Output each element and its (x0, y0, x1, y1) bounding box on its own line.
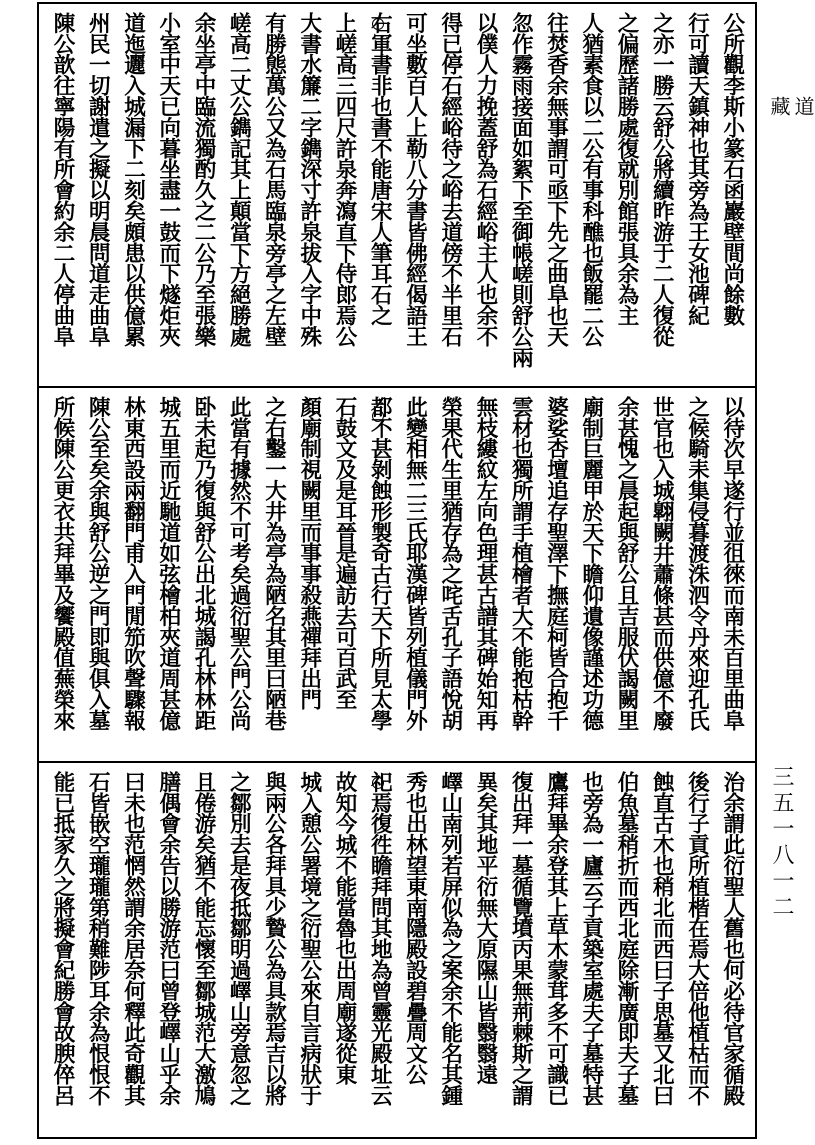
page-frame (37, 2, 757, 1139)
text-column: 城入憩公署境之衍聖公來自言病狀于 (296, 771, 322, 1106)
text-columns (47, 396, 747, 755)
text-column: 石皆嵌空瓏瓏第稍難陟耳余為恨恨不 (85, 771, 111, 1106)
text-column: 秀也出林望東南隱殿設碧疊周文公 (402, 771, 428, 1085)
margin-title-char: 道 (791, 96, 815, 118)
text-column: 嵯高二丈公鐫記其上顛當下方絕勝處 (226, 12, 252, 347)
text-column: 林東西設兩翻門甫入門閒笳吹聲驟報 (120, 396, 146, 731)
text-column: 大書水簾二字鐫深寸許泉拔入字中殊 (296, 12, 322, 347)
text-column: 嶧山南列若屏似為之案余不能名其鍾 (437, 771, 463, 1106)
text-column: 此變相無二三氏耶漢碑皆列植儀門外 (402, 396, 428, 731)
text-column: 曰未也范惘然謂余居奈何釋此奇觀其 (120, 771, 146, 1106)
text-column: 之右鑿一大井為亭為陋名其里曰陋巷 (261, 396, 287, 731)
text-column: 婆娑杏壇追存聖澤下撫庭柯皆合抱千 (543, 396, 569, 731)
text-panel-bottom (39, 763, 755, 1137)
text-column: 與兩公各拜具少贄公為具款焉吉以將 (261, 771, 287, 1106)
text-column: 能已抵家久之將擬會紀勝會故腴倅呂 (50, 771, 75, 1106)
margin-title-char: 藏 (767, 96, 791, 118)
text-column: 右軍書非也書不能唐宋人筆耳石之 (367, 12, 393, 326)
text-column: 石鼓文及是耳晉是遍訪去可百武至 (332, 396, 357, 710)
text-column: 余坐亭中臨流獨酌久之二公乃至張樂 (191, 12, 216, 347)
text-column: 之亦一勝云舒公將續昨游于二人復從 (649, 12, 675, 347)
margin-title (767, 96, 815, 236)
text-column: 人猶素食以二公有事科醮也飯罷二公 (578, 12, 604, 347)
text-column: 之鄒別去是夜抵鄒明過嶧山旁意忽之 (226, 771, 252, 1106)
text-column: 公所觀李斯小篆石函巖壁間尚餘數 (719, 12, 745, 326)
text-column: 上嵯高三四尺許泉奔瀉直下侍郎焉公 (332, 12, 357, 347)
text-column: 榮果代生里猶存為之咤舌孔子語悅胡 (437, 396, 463, 731)
text-column: 顏廟制視闕里而事事殺燕禪拜出門 (296, 396, 322, 710)
text-column: 卧未起乃復與舒公出北城謁孔林林距 (191, 396, 216, 731)
text-column: 雲材也獨所謂手植檜者大不能抱枯幹 (508, 396, 534, 731)
page-number: 三五一八一二 (769, 765, 794, 921)
text-column: 無枝縷紋左向色理甚古譜其碑始知再 (473, 396, 498, 731)
text-column: 陳公歆往寧陽有所會約余二人停曲阜 (50, 12, 75, 347)
text-column: 道迤邐入城漏下二刻矣頗患以供億累 (120, 12, 146, 347)
text-column: 廟制巨麗甲於天下瞻仰遺像謹述功德 (578, 396, 604, 731)
text-column: 異矣其地平衍無大原隰山皆翳翳遠 (473, 771, 498, 1085)
text-column: 余甚愧之晨起與舒公且吉服伏謁闕里 (614, 396, 639, 731)
text-column: 之偏歷諸勝處復就別館張具余為主 (614, 12, 639, 326)
text-column: 往焚香余無事謂可亟下先之曲阜也天 (543, 12, 569, 347)
text-column: 復出拜一墓循覽墳丙果無荊棘斯之謂 (508, 771, 534, 1106)
text-column: 以僕人力挽蓋舒為石經峪主人也余不 (473, 12, 498, 347)
text-column: 鷹拜畢余登其上草木蒙茸多不可識已 (543, 771, 569, 1106)
text-column: 蝕直古木也稍北而西曰子思墓又北曰 (649, 771, 675, 1106)
text-column: 行可讀天鎮神也其旁為王女池碑紀 (684, 12, 710, 326)
text-panel-top (39, 4, 755, 386)
text-column: 伯魚墓稍折而西北庭除漸廣即夫子墓 (614, 771, 639, 1106)
text-columns (47, 12, 747, 380)
text-column: 可坐數百人上勒八分書皆佛經偈語王 (402, 12, 428, 347)
text-column: 得已停石經峪待之峪去道傍不半里石 (437, 12, 463, 347)
text-column: 忽作霧雨接面如絮下至御帳嵯則舒公兩 (508, 12, 534, 368)
text-column: 小室中天已向暮坐盡一鼓而下燧炬夾 (155, 12, 181, 347)
text-column: 故知今城不能當魯也出周廟遂從東 (332, 771, 357, 1085)
text-column: 世官也入城翺闕井蕭條甚而供億不廢 (649, 396, 675, 731)
text-column: 後行子貢所植楷在焉大倍他植枯而不 (684, 771, 710, 1106)
text-column: 膳偶會余告以勝游范曰曾登嶧山乎余 (155, 771, 181, 1106)
text-column: 且倦游矣猶不能忘懷至鄒城范大激鳩 (191, 771, 216, 1106)
text-column: 此當有據然不可考矣過衍聖公門公尚 (226, 396, 252, 731)
text-column: 陳公至矣余與舒公逆之門即與俱入墓 (85, 396, 111, 731)
text-column: 州民一切謝遣之擬以明晨問道走曲阜 (85, 12, 111, 347)
text-column: 城五里而近馳道如弦檜柏夾道周甚億 (155, 396, 181, 731)
text-column: 有勝態萬公又為石馬臨泉旁亭之左壁 (261, 12, 287, 347)
text-column: 之候騎耒集侵暮渡洙泗令丹來迎孔氏 (684, 396, 710, 731)
text-column: 祀焉復徃瞻拜問其地為曾靈光殿址云 (367, 771, 393, 1106)
text-column: 治余謂此衍聖人舊也何必待官家循殿 (719, 771, 745, 1106)
text-column: 以待次早遂行並徂徠而南未百里曲阜 (719, 396, 745, 731)
text-column: 也旁為一廬云子貢築室處夫子墓特甚 (578, 771, 604, 1106)
text-column: 都不甚剝蝕形製奇古行天下所見太學 (367, 396, 393, 731)
text-panel-middle (39, 388, 755, 761)
text-column: 所候陳公更衣共拜畢及饗殿值蕪榮來 (50, 396, 75, 731)
text-columns (47, 771, 747, 1131)
